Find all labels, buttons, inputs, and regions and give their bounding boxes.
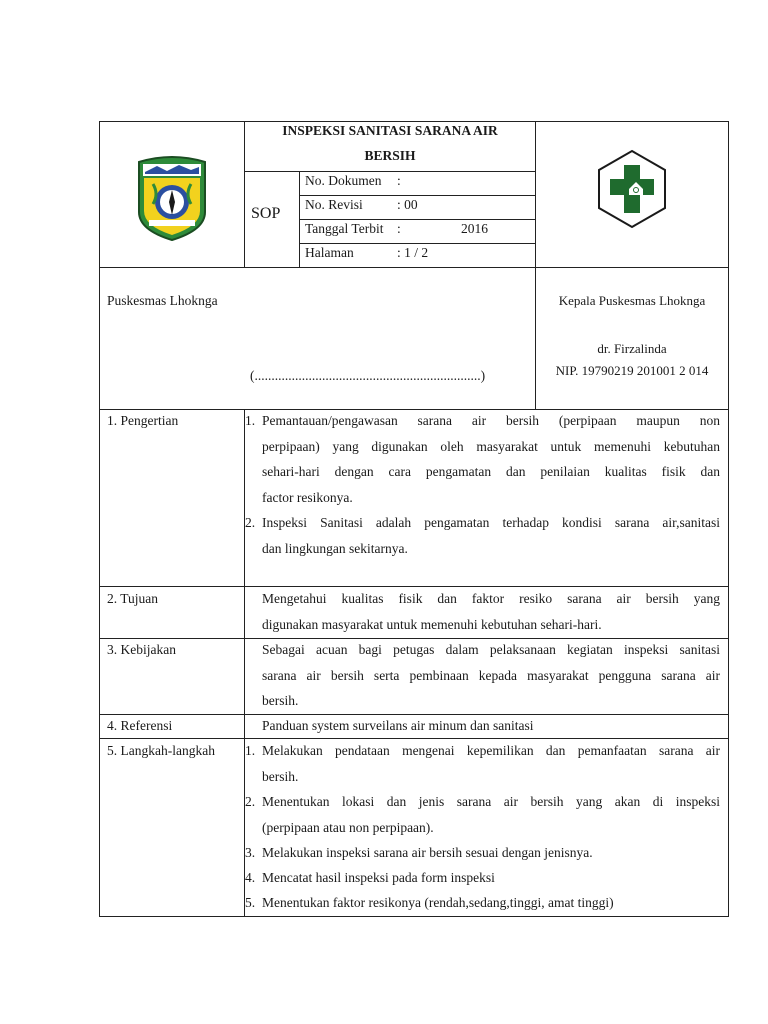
item-number: 1. [245, 413, 256, 428]
head-title: Kepala Puskesmas Lhoknga [558, 293, 706, 308]
langkah-item-3 [262, 840, 720, 866]
langkah-item-4 [262, 865, 720, 891]
puskesmas-logo-icon [596, 149, 668, 229]
langkah-item-5 [262, 890, 720, 916]
title-line-2: BERSIH [364, 148, 416, 163]
border-right [728, 121, 729, 917]
section-label-tujuan: 2. Tujuan [107, 591, 159, 606]
tujuan-text [262, 586, 720, 637]
field-tanggal-terbit [305, 220, 488, 237]
section-label-referensi: 4. Referensi [107, 718, 173, 733]
puskesmas-name: Puskesmas Lhoknga [107, 293, 218, 308]
field-label: No. Dokumen [305, 173, 382, 188]
langkah-item-2 [262, 789, 720, 840]
section-label-kebijakan: 3. Kebijakan [107, 642, 176, 657]
item-number: 2. [245, 515, 256, 530]
text-line: Inspeksi Sanitasi adalah pengamatan terhadap kondisi sarana air,sanitasi [262, 515, 720, 530]
sop-label: SOP [251, 205, 281, 222]
field-value: : 1 / 2 [397, 245, 429, 260]
text-line: Melakukan inspeksi sarana air bersih sesuai dengan jenisnya. [262, 845, 593, 860]
field-no-dokumen [305, 172, 401, 189]
field-value: : 00 [397, 197, 418, 212]
text-line: Mengetahui kualitas fisik dan faktor resiko sarana air bersih yang [262, 591, 720, 606]
text-line: bersih. [262, 693, 299, 708]
text-line: sehari-hari dengan cara pengamatan dan penilaian kualitas fisik dan [262, 464, 720, 479]
header-bottom [99, 267, 729, 268]
border-left [99, 121, 100, 917]
text-line: Melakukan pendataan mengenai kepemilikan dan pemanfaatan sarana air [262, 743, 720, 758]
head-nip: NIP. 19790219 201001 2 014 [555, 363, 709, 378]
referensi-text: Panduan system surveilans air minum dan sanitasi [262, 718, 534, 733]
border-bottom [99, 916, 729, 917]
field-year: 2016 [461, 221, 488, 236]
text-line: Mencatat hasil inspeksi pada form inspeksi [262, 870, 495, 885]
item-number: 3. [245, 845, 256, 860]
text-line: Menentukan lokasi dan jenis sarana air bersih yang akan di inspeksi [262, 794, 720, 809]
col-divider [299, 171, 300, 268]
title-line-1: INSPEKSI SANITASI SARANA AIR [282, 123, 498, 138]
langkah-item-1 [262, 738, 720, 789]
text-line: Pemantauan/pengawasan sarana air bersih (perpipaan maupun non [262, 413, 720, 428]
field-label: Halaman [305, 245, 354, 260]
aceh-besar-emblem-icon [135, 154, 209, 242]
field-halaman [305, 244, 429, 261]
item-number: 2. [245, 794, 256, 809]
row-divider [99, 714, 729, 715]
field-value: : [397, 221, 401, 236]
text-line: factor resikonya. [262, 489, 353, 505]
item-number: 1. [245, 743, 256, 758]
field-no-revisi [305, 196, 418, 213]
text-line: (perpipaan atau non perpipaan). [262, 819, 434, 835]
text-line: digunakan masyarakat untuk memenuhi kebutuhan sehari-hari. [262, 616, 602, 632]
pengertian-item-1 [262, 408, 720, 510]
field-label: No. Revisi [305, 197, 363, 212]
kebijakan-text [262, 637, 720, 714]
section-label-pengertian: 1. Pengertian [107, 413, 179, 428]
head-name: dr. Firzalinda [597, 341, 667, 356]
text-line: sarana air bersih serta pembinaan kepada masyarakat pengguna sarana air [262, 667, 720, 683]
pengertian-item-2 [262, 510, 720, 561]
text-line: dan lingkungan sekitarnya. [262, 540, 408, 556]
signature-line: (...................................................................) [250, 368, 486, 383]
field-label: Tanggal Terbit [305, 221, 384, 236]
item-number: 4. [245, 870, 256, 885]
section-label-langkah: 5. Langkah-langkah [107, 743, 215, 758]
field-value: : [397, 173, 401, 188]
text-line: Sebagai acuan bagi petugas dalam pelaksanaan kegiatan inspeksi sanitasi [262, 642, 720, 657]
sop-top-divider [245, 171, 299, 172]
text-line: Menentukan faktor resikonya (rendah,sedang,tinggi, amat tinggi) [262, 895, 614, 910]
item-number: 5. [245, 895, 256, 910]
text-line: perpipaan) yang digunakan oleh masyarakat untuk memenuhi kebutuhan [262, 438, 720, 454]
text-line: bersih. [262, 768, 299, 784]
document-title [245, 118, 535, 168]
